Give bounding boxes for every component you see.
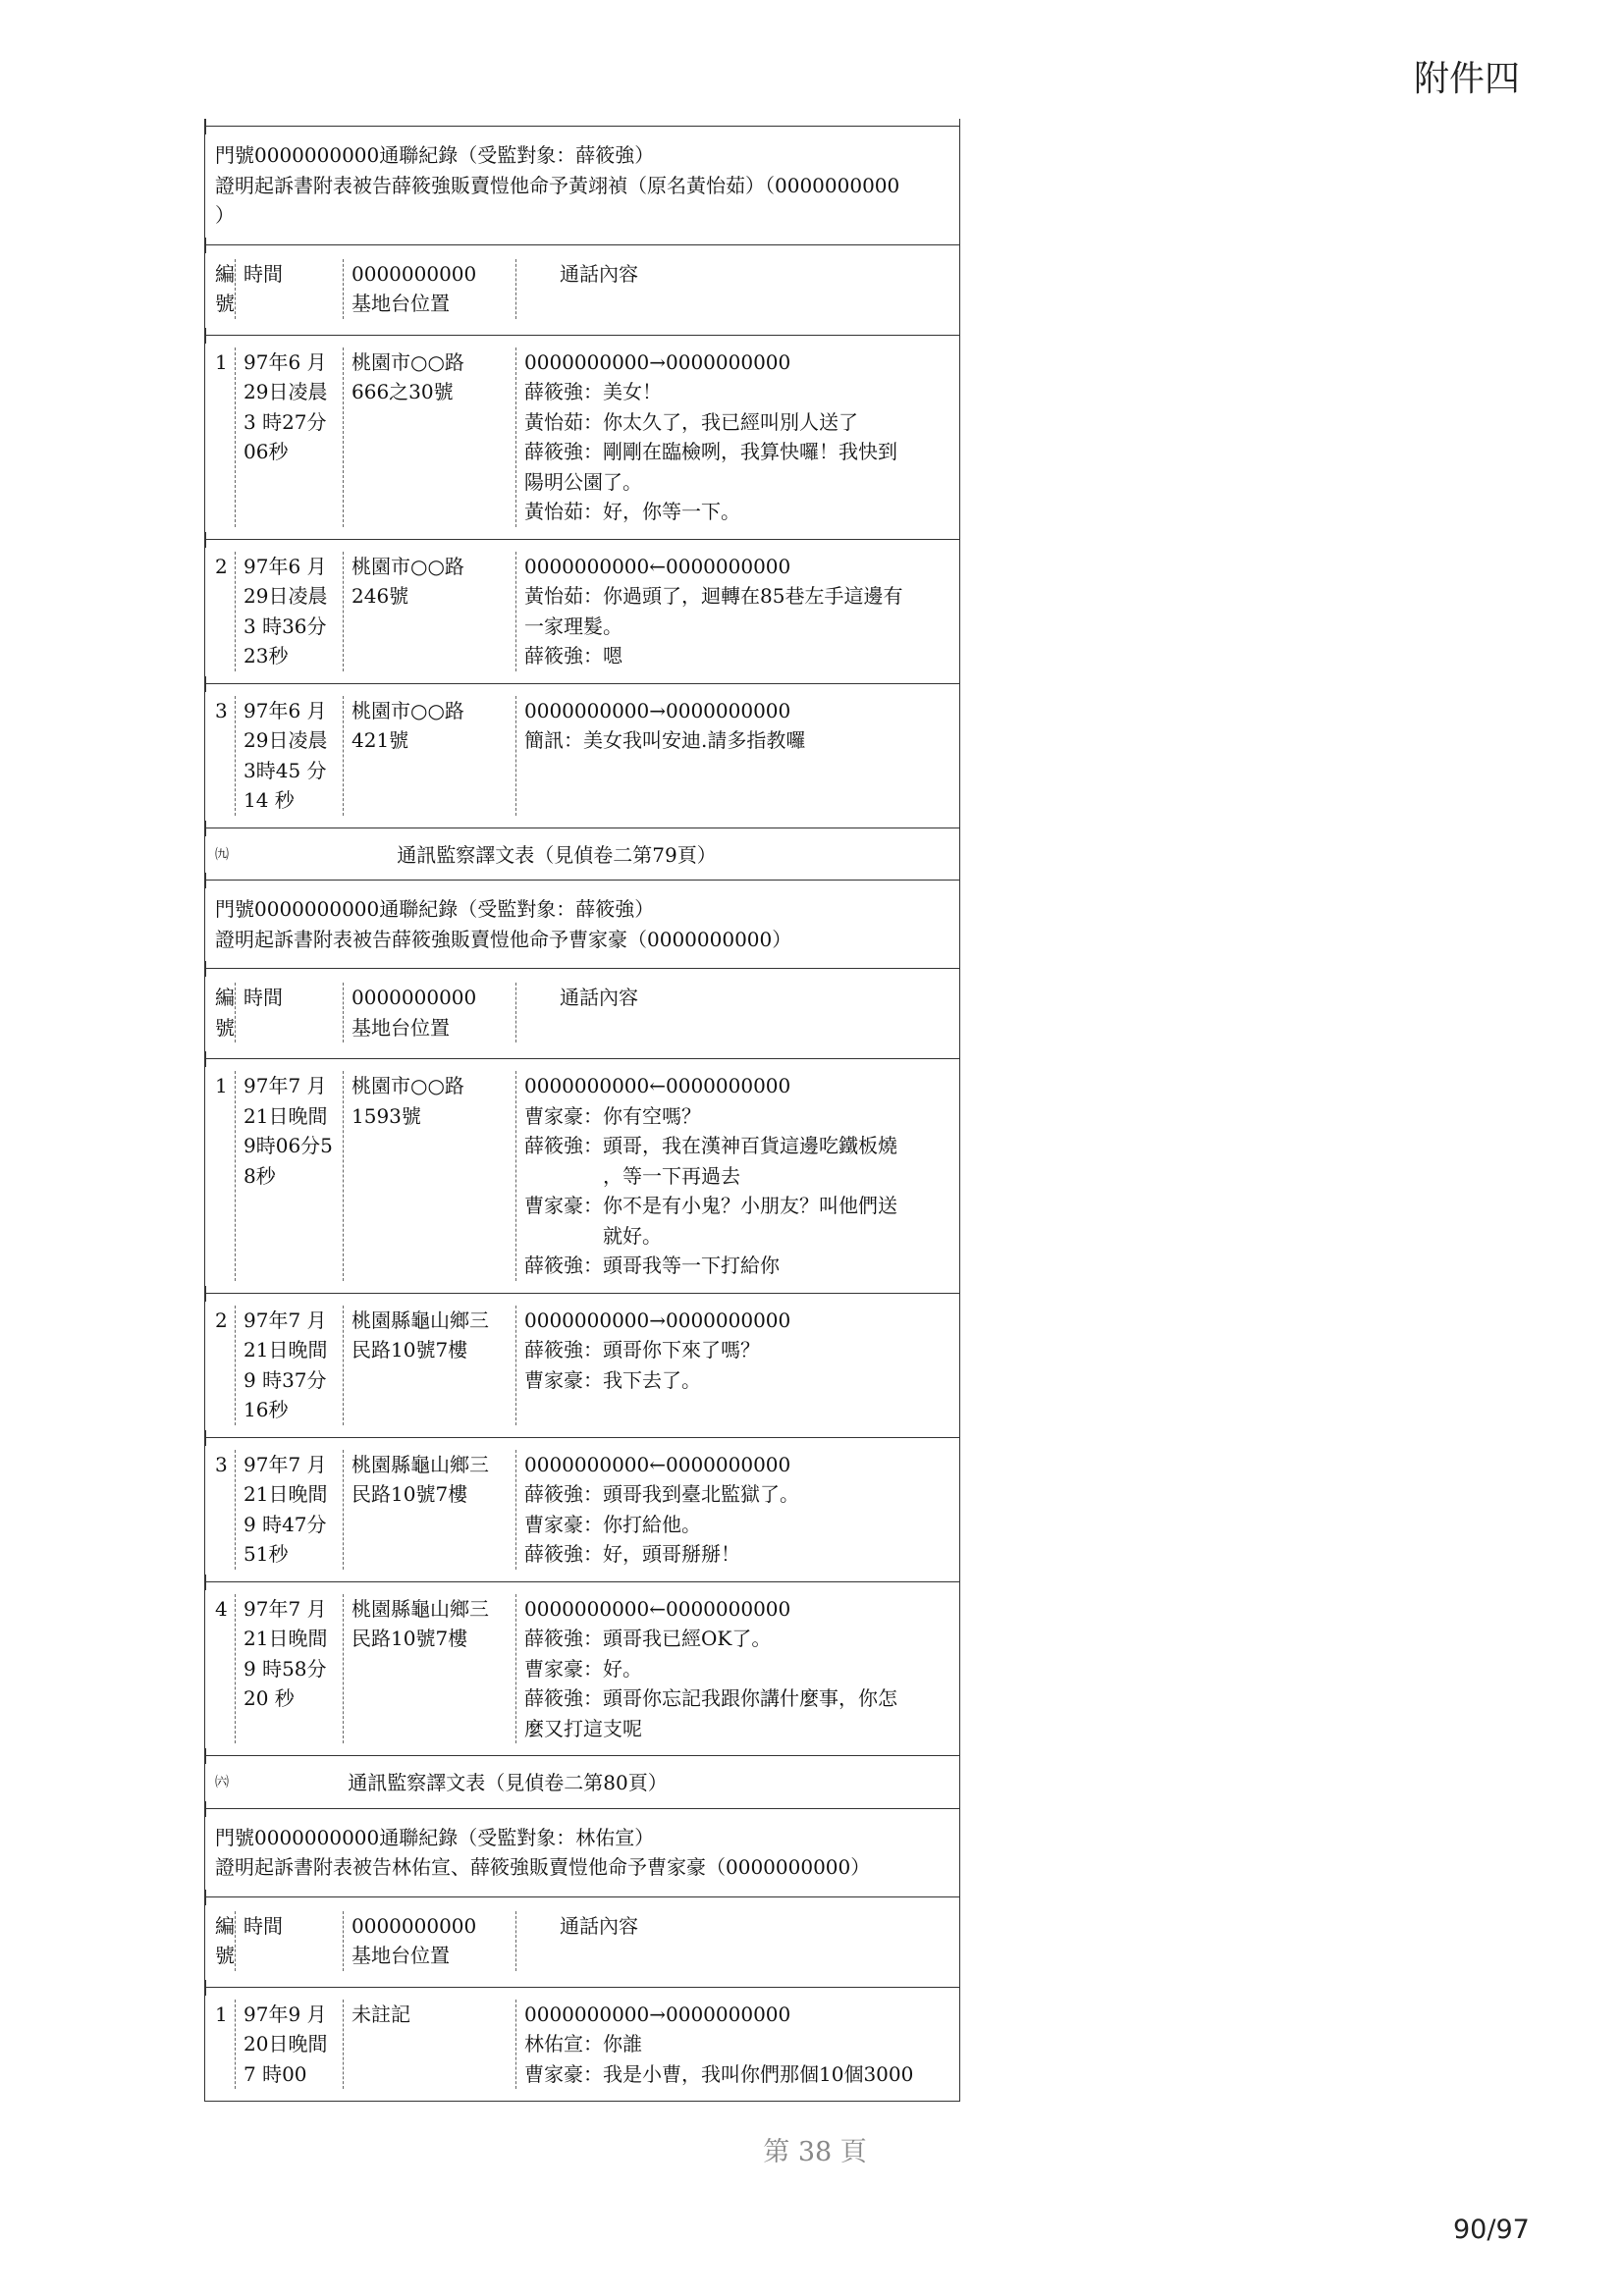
header-no-line: 編 (215, 261, 235, 286)
header-no (205, 983, 235, 1042)
row-time-line: 97年7 月 (243, 1074, 327, 1097)
row-time-line: 9時06分5 (243, 1134, 333, 1157)
table-row (205, 683, 959, 828)
row-base-station (343, 696, 515, 816)
row-time-line: 20日晚間 (243, 2032, 328, 2056)
row-time-line: 3 時27分 (243, 409, 327, 434)
row-base-station (343, 347, 515, 527)
row-number: 3 (215, 1452, 228, 1476)
content-line: 曹家豪：你打給他。 (524, 1512, 701, 1536)
row-number: 3 (215, 698, 228, 722)
row-base-line: 桃園市○○路 (352, 554, 464, 578)
content-line: 一家理髮。 (524, 614, 622, 638)
page-number: 第 38 頁 (763, 2137, 867, 2167)
content-line: 麼又打這支呢 (524, 1716, 642, 1740)
row-time (235, 347, 343, 527)
header-time (235, 259, 343, 319)
row-base-line: 桃園市○○路 (352, 1074, 464, 1097)
row-base-line: 桃園縣龜山鄉三 (352, 1596, 489, 1621)
content-line: 曹家豪：我是小曹，我叫你們那個10個3000 (524, 2061, 914, 2086)
row-number: 2 (215, 1308, 228, 1332)
record-info (205, 126, 959, 244)
row-time (235, 1450, 343, 1570)
content-line: 曹家豪：好。 (524, 1656, 642, 1681)
header-no-line: 號 (215, 1015, 235, 1040)
attachment-label: 附件四 (1414, 59, 1521, 99)
content-line: 薛筱強：頭哥你忘記我跟你講什麼事，你怎 (524, 1686, 897, 1710)
header-content: 通話內容 (515, 259, 959, 319)
record-title: 門號0000000000通聯紀錄（受監對象：薛筱強） (215, 143, 655, 167)
row-base-line: 民路10號7樓 (352, 1338, 468, 1362)
content-line: 0000000000←0000000000 (524, 554, 791, 578)
header-base (343, 259, 515, 319)
row-base-line: 246號 (352, 584, 409, 608)
row-time-line: 7 時00 (243, 2061, 307, 2086)
content-line: 薛筱強：嗯 (524, 644, 622, 667)
page-count: 90/97 (1453, 2215, 1530, 2245)
header-no-line: 號 (215, 1944, 235, 1967)
row-base-line: 1593號 (352, 1103, 421, 1128)
row-time-line: 9 時58分 (243, 1656, 327, 1681)
content-line: 曹家豪：你有空嗎？ (524, 1103, 701, 1128)
content-line: 薛筱強：好，頭哥掰掰！ (524, 1542, 740, 1566)
header-time-line: 時間 (243, 261, 283, 286)
record-info (205, 880, 959, 968)
table-row (205, 1293, 959, 1437)
row-time-line: 21日晚間 (243, 1627, 328, 1650)
row-base-line: 421號 (352, 728, 409, 752)
row-base-line: 桃園市○○路 (352, 698, 464, 722)
table-row (205, 335, 959, 539)
header-no (205, 259, 235, 319)
row-time-line: 29日凌晨 (243, 584, 328, 608)
row-base-line: 桃園縣龜山鄉三 (352, 1308, 489, 1332)
purpose-line: 證明起訴書附表被告林佑宣、薛筱強販賣愷他命予曹家豪（0000000000） (215, 1855, 871, 1879)
content-line: 陽明公園了。 (524, 469, 642, 494)
purpose-line: 證明起訴書附表被告薛筱強販賣愷他命予黃翊禎（原名黃怡茹）（0000000000 (215, 173, 900, 197)
record-title: 門號0000000000通聯紀錄（受監對象：薛筱強） (215, 897, 655, 921)
header-base-line: 基地台位置 (352, 1015, 450, 1040)
section-marker: ㈥ (215, 1775, 229, 1790)
section-heading (205, 1755, 959, 1808)
record-title: 門號0000000000通聯紀錄（受監對象：林佑宣） (215, 1825, 655, 1849)
row-time-line: 97年7 月 (243, 1452, 327, 1476)
row-time-line: 14 秒 (243, 788, 295, 812)
row-time (235, 2000, 343, 2090)
content-line: 薛筱強：頭哥我到臺北監獄了。 (524, 1482, 799, 1506)
header-base-line: 0000000000 (352, 986, 477, 1009)
content-line: 0000000000→0000000000 (524, 349, 791, 374)
content-line: ，等一下再過去 (603, 1163, 740, 1188)
row-content (515, 2000, 959, 2090)
table-row (205, 1987, 959, 2103)
row-content (515, 1450, 959, 1570)
content-line: 曹家豪：你不是有小鬼？小朋友？叫他們送 (524, 1194, 897, 1217)
row-time-line: 97年6 月 (243, 554, 327, 578)
row-content (515, 552, 959, 671)
header-no (205, 1911, 235, 1971)
content-line: 黃怡茹：好，你等一下。 (524, 500, 740, 523)
section-title: 通訊監察譯文表（見偵卷二第80頁） (348, 1771, 668, 1794)
content-line: 0000000000→0000000000 (524, 2002, 791, 2026)
row-base-line: 桃園縣龜山鄉三 (352, 1452, 489, 1476)
header-base (343, 1911, 515, 1971)
row-time-line: 51秒 (243, 1542, 289, 1566)
table-row (205, 1581, 959, 1756)
content-line: 0000000000←0000000000 (524, 1074, 791, 1097)
header-no-line: 編 (215, 986, 235, 1009)
row-time-line: 21日晚間 (243, 1103, 328, 1128)
header-no-line: 號 (215, 292, 235, 315)
row-time-line: 20 秒 (243, 1686, 295, 1710)
header-base-line: 0000000000 (352, 261, 477, 286)
row-time (235, 696, 343, 816)
purpose-line: 證明起訴書附表被告薛筱強販賣愷他命予曹家豪（0000000000） (215, 927, 792, 951)
content-line: 林佑宣：你誰 (524, 2032, 642, 2056)
row-time (235, 1306, 343, 1425)
row-content (515, 347, 959, 527)
row-time-line: 97年9 月 (243, 2002, 327, 2026)
content-line: 就好。 (603, 1223, 662, 1248)
table-row (205, 1058, 959, 1293)
row-time-line: 97年7 月 (243, 1308, 327, 1332)
row-content (515, 1071, 959, 1281)
row-base-station (343, 1450, 515, 1570)
row-time-line: 97年7 月 (243, 1596, 327, 1621)
section-marker: ㈨ (215, 846, 229, 863)
row-number: 1 (215, 1074, 228, 1097)
content-line: 黃怡茹：你過頭了，迴轉在85巷左手這邊有 (524, 584, 903, 608)
header-no-line: 編 (215, 1913, 235, 1938)
table-row (205, 1437, 959, 1581)
table-header-row (205, 1896, 959, 1987)
row-time (235, 1071, 343, 1281)
header-time (235, 1911, 343, 1971)
transcript-table (204, 126, 960, 2102)
header-base-line: 0000000000 (352, 1913, 477, 1938)
row-content (515, 696, 959, 816)
row-number: 1 (215, 349, 228, 374)
content-line: 薛筱強：頭哥你下來了嗎？ (524, 1338, 760, 1362)
content-line: 0000000000→0000000000 (524, 1308, 791, 1332)
row-number: 2 (215, 554, 228, 578)
row-time-line: 9 時47分 (243, 1512, 327, 1536)
row-time-line: 06秒 (243, 440, 289, 463)
section-title: 通訊監察譯文表（見偵卷二第79頁） (397, 842, 717, 867)
header-time (235, 983, 343, 1042)
header-base (343, 983, 515, 1042)
header-time-line: 時間 (243, 1913, 283, 1938)
row-content (515, 1594, 959, 1744)
row-base-station (343, 552, 515, 671)
table-header-row (205, 244, 959, 335)
content-line: 0000000000←0000000000 (524, 1596, 791, 1621)
content-line: 薛筱強：頭哥，我在漢神百貨這邊吃鐵板燒 (524, 1134, 897, 1157)
section-heading (205, 828, 959, 881)
row-base-line: 桃園市○○路 (352, 349, 464, 374)
row-base-line: 民路10號7樓 (352, 1482, 468, 1506)
record-info (205, 1808, 959, 1896)
header-content: 通話內容 (515, 1911, 959, 1971)
row-base-line: 未註記 (352, 2002, 410, 2026)
table-header-row (205, 968, 959, 1058)
row-time (235, 1594, 343, 1744)
row-time-line: 3 時36分 (243, 614, 327, 638)
row-base-station (343, 2000, 515, 2090)
row-base-station (343, 1071, 515, 1281)
row-content (515, 1306, 959, 1425)
content-line: 薛筱強：頭哥我已經OK了。 (524, 1627, 772, 1650)
content-line: 簡訊：美女我叫安迪.請多指教囉 (524, 728, 806, 752)
row-time (235, 552, 343, 671)
row-time-line: 29日凌晨 (243, 728, 328, 752)
content-line: 0000000000→0000000000 (524, 698, 791, 722)
table-row (205, 539, 959, 683)
row-time-line: 8秒 (243, 1163, 276, 1188)
row-time-line: 97年6 月 (243, 349, 327, 374)
row-time-line: 29日凌晨 (243, 380, 328, 403)
row-base-station (343, 1594, 515, 1744)
content-line: 薛筱強：美女！ (524, 380, 662, 403)
row-time-line: 3時45 分 (243, 758, 327, 782)
row-time-line: 21日晚間 (243, 1338, 328, 1362)
row-number: 4 (215, 1596, 228, 1621)
content-line: 曹家豪：我下去了。 (524, 1367, 701, 1392)
row-number: 1 (215, 2002, 228, 2026)
content-line: 0000000000←0000000000 (524, 1452, 791, 1476)
content-line: 黃怡茹：你太久了，我已經叫別人送了 (524, 409, 858, 434)
header-time-line: 時間 (243, 986, 283, 1009)
header-base-line: 基地台位置 (352, 1944, 450, 1967)
row-time-line: 16秒 (243, 1398, 289, 1421)
row-time-line: 9 時37分 (243, 1367, 327, 1392)
row-time-line: 21日晚間 (243, 1482, 328, 1506)
row-time-line: 23秒 (243, 644, 289, 667)
header-base-line: 基地台位置 (352, 292, 450, 315)
row-base-line: 666之30號 (352, 380, 454, 403)
header-content: 通話內容 (515, 983, 959, 1042)
row-base-line: 民路10號7樓 (352, 1627, 468, 1650)
row-time-line: 97年6 月 (243, 698, 327, 722)
content-line: 薛筱強：剛剛在臨檢咧，我算快囉！我快到 (524, 440, 897, 463)
content-line: 薛筱強：頭哥我等一下打給你 (524, 1254, 780, 1277)
purpose-line: ） (215, 203, 235, 227)
row-base-station (343, 1306, 515, 1425)
